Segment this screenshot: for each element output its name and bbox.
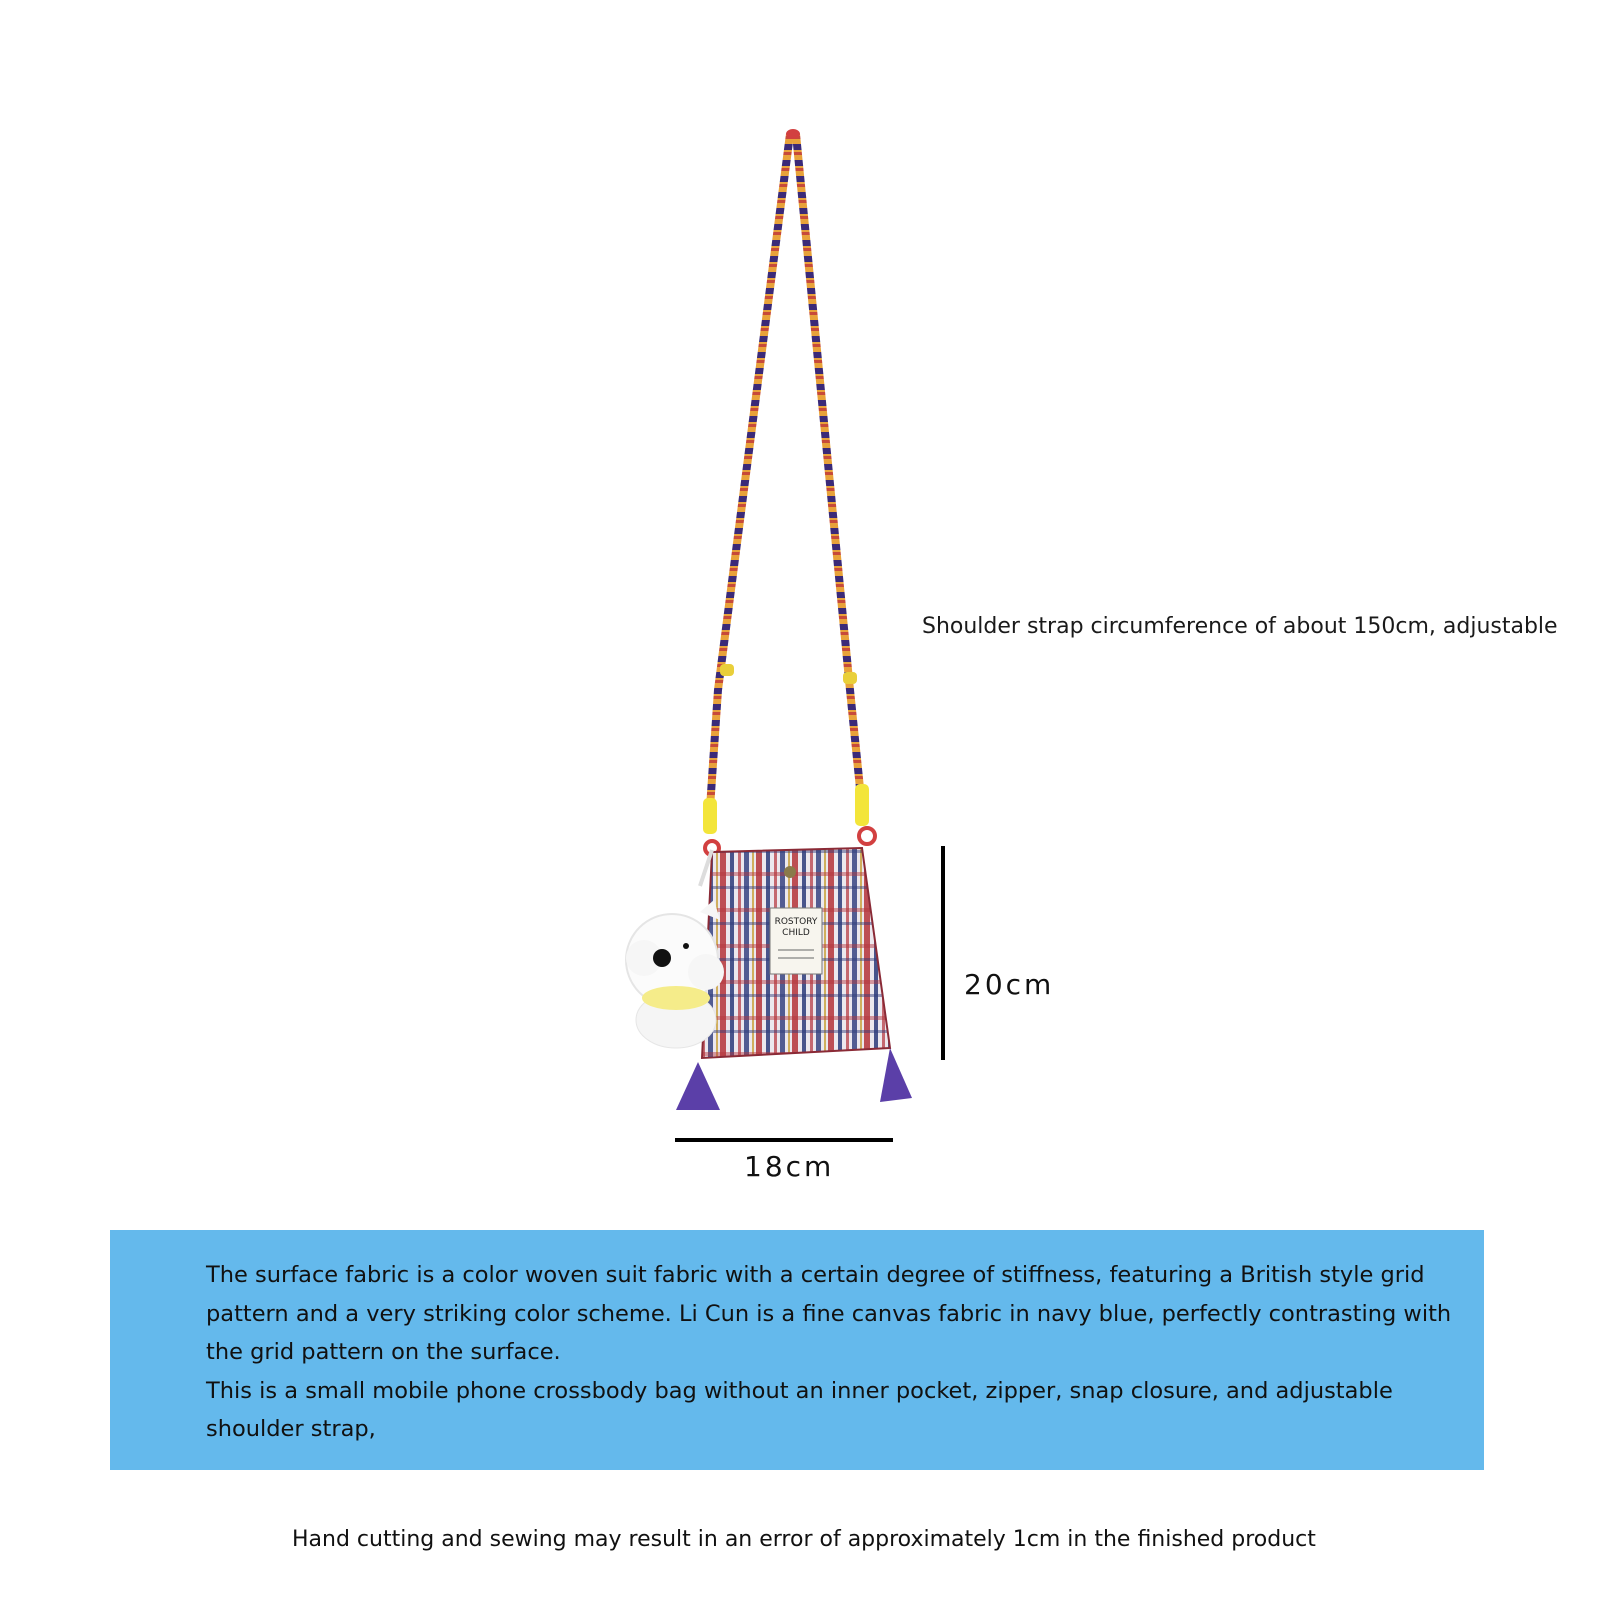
description-line: the grid pattern on the surface. <box>206 1339 561 1365</box>
strap-adjuster-right <box>843 672 857 684</box>
label-line-2: CHILD <box>782 928 810 938</box>
description-line: The surface fabric is a color woven suit fabric with a certain degree of stiffness, featuring a British style grid <box>206 1262 1425 1288</box>
description-line: pattern and a very striking color scheme. Li Cun is a fine canvas fabric in navy blue, perfectly contrasting with <box>206 1300 1452 1327</box>
shoulder-strap-left <box>710 134 790 808</box>
description-line: This is a small mobile phone crossbody bag without an inner pocket, zipper, snap closure, and adjustable <box>206 1377 1393 1404</box>
strap-length-label: Shoulder strap circumference of about 150cm, adjustable <box>922 614 1558 639</box>
label-line-1: ROSTORY <box>774 917 818 927</box>
tassel-right <box>880 1048 912 1102</box>
description-line: shoulder strap, <box>206 1416 376 1442</box>
height-dimension-label: 20cm <box>964 968 1055 1001</box>
plush-dog-charm <box>626 850 724 1048</box>
shoulder-strap-right <box>796 134 862 808</box>
strap-adjuster-left <box>720 664 734 676</box>
width-dimension-label: 18cm <box>744 1150 835 1183</box>
width-dimension-line <box>675 1138 893 1142</box>
footer-note: Hand cutting and sewing may result in an error of approximately 1cm in the finished product <box>292 1527 1316 1552</box>
height-dimension-line <box>941 846 945 1060</box>
description-panel <box>110 1230 1484 1470</box>
tassel-left <box>676 1062 720 1110</box>
